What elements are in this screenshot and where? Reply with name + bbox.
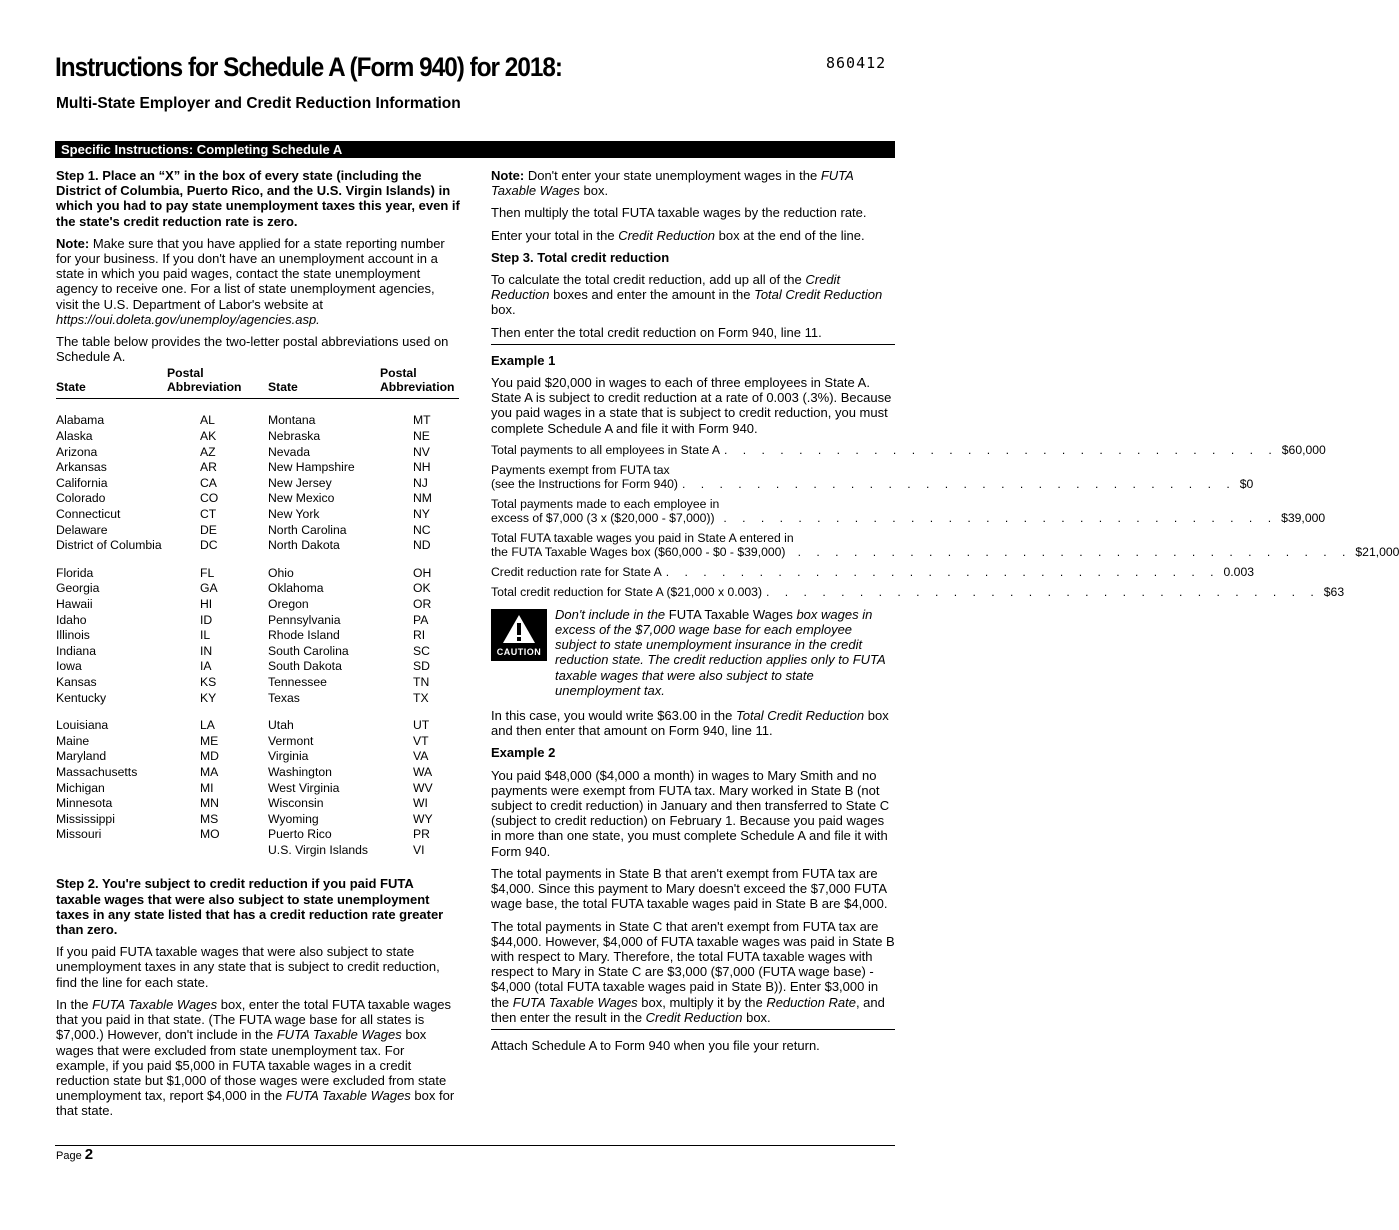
state-row xyxy=(56,691,459,707)
note-label: Note: xyxy=(56,235,90,251)
state-row xyxy=(56,734,459,750)
state-name: Oklahoma xyxy=(268,581,324,596)
state-abbreviation: AZ xyxy=(200,444,216,459)
state-abbreviation: WI xyxy=(413,796,428,811)
state-row xyxy=(56,523,459,539)
paragraph-if-paid: If you paid FUTA taxable wages that were also subject to state unemployment taxes in any state that is subject to credit reduction, find the line for each state. xyxy=(56,944,440,990)
state-abbreviation: MO xyxy=(200,827,220,842)
calculation-row xyxy=(491,462,1254,491)
state-row xyxy=(56,659,459,675)
dot-leader: . . . . . . . . . . . . . . . . . . . . . . . . . . . . . . xyxy=(797,544,1352,559)
state-name: Idaho xyxy=(56,612,87,627)
state-abbreviation-table xyxy=(56,366,459,858)
state-name: Wyoming xyxy=(268,811,319,826)
page-label: Page xyxy=(56,1150,82,1162)
calculation-list xyxy=(491,442,1399,599)
state-row xyxy=(56,399,459,429)
state-name: Wisconsin xyxy=(268,796,324,811)
col-header-state: State xyxy=(56,366,167,399)
state-name: Kentucky xyxy=(56,690,107,705)
state-abbreviation: CT xyxy=(200,507,217,521)
state-abbreviation: HI xyxy=(200,596,213,611)
calculation-label-line: Total payments made to each employee in xyxy=(491,496,720,511)
italic-term: FUTA Taxable Wages xyxy=(276,1027,402,1043)
state-abbreviation: AK xyxy=(200,429,217,444)
caution-icon xyxy=(491,609,547,661)
example-1-text: You paid $20,000 in wages to each of three employees in State A. State A is subject to credit reduction at a rate of 0.003 (.3%). Because you paid wages in a state that is subject to credit reduction, you must complete Schedule A and file it with Form 940. xyxy=(491,375,892,436)
state-row xyxy=(56,460,459,476)
state-abbreviation: AR xyxy=(200,460,217,475)
state-row xyxy=(56,476,459,492)
state-name: New Hampshire xyxy=(268,460,355,475)
document-title: Instructions for Schedule A (Form 940) for 2018: xyxy=(55,52,562,82)
state-name: Utah xyxy=(268,718,294,733)
state-row xyxy=(56,628,459,644)
paragraph-step-3-then: Then enter the total credit reduction on Form 940, line 11. xyxy=(491,324,822,340)
text-fragment: boxes and enter the amount in the xyxy=(549,287,755,303)
divider xyxy=(491,1029,895,1030)
example-2-paragraph-3 xyxy=(491,919,895,1025)
calculation-label-line: excess of $7,000 (3 x ($20,000 - $7,000)) xyxy=(491,510,715,525)
text-fragment: Enter your total in the xyxy=(491,227,619,243)
state-name: West Virginia xyxy=(268,780,340,795)
dot-leader: . . . . . . . . . . . . . . . . . . . . . . . . . . . . . . xyxy=(766,584,1320,599)
state-row xyxy=(56,581,459,597)
state-abbreviation: TN xyxy=(413,674,430,689)
text-fragment: Don't enter your state unemployment wages in the xyxy=(524,168,821,183)
form-code: 860412 xyxy=(826,54,887,72)
text-fragment: box, multiply it by the xyxy=(637,994,767,1010)
text-fragment: , and then enter the result in the xyxy=(491,994,885,1025)
state-abbreviation: NJ xyxy=(413,475,428,490)
state-abbreviation: NC xyxy=(413,522,431,537)
calculation-label xyxy=(491,497,719,525)
state-name: Mississippi xyxy=(56,811,115,826)
state-name: Illinois xyxy=(56,628,90,643)
state-name: Missouri xyxy=(56,827,102,842)
text-fragment: box wages in excess of the $7,000 wage base for each employee subject to state unemployment insurance in the credit reduction state. The credit reduction applies only to FUTA taxable wages that were also subject to state unemployment tax. xyxy=(555,606,886,698)
col-header-postal-2-line2: Abbreviation xyxy=(380,380,455,395)
caution-text xyxy=(555,607,895,698)
state-abbreviation: KS xyxy=(200,674,217,689)
state-abbreviation: IL xyxy=(200,628,211,643)
state-row xyxy=(56,781,459,797)
calculation-label-line: the FUTA Taxable Wages box ($60,000 - $0 - $39,000) xyxy=(491,544,786,559)
state-abbreviation: NE xyxy=(413,429,430,444)
state-abbreviation: MA xyxy=(200,764,219,779)
state-row xyxy=(56,843,459,859)
state-row xyxy=(56,445,459,461)
state-abbreviation: OK xyxy=(413,581,431,596)
state-abbreviation: WA xyxy=(413,764,433,779)
state-table-body xyxy=(56,399,459,859)
text-fragment: Don't include in the xyxy=(555,606,669,622)
state-row xyxy=(56,812,459,828)
state-abbreviation: NY xyxy=(413,507,430,521)
calculation-label-line: Credit reduction rate for State A xyxy=(491,564,662,579)
italic-term: Credit Reduction xyxy=(618,227,716,243)
calculation-label-line: Total payments to all employees in State A xyxy=(491,442,720,457)
state-abbreviation: AL xyxy=(200,413,215,428)
state-name: Tennessee xyxy=(268,674,327,689)
text-fragment: box for that state. xyxy=(56,1088,455,1119)
state-abbreviation: PR xyxy=(413,827,430,842)
step-2-heading: Step 2. You're subject to credit reduction if you paid FUTA taxable wages that were also subject to state unemployment taxes in any state listed that has a credit reduction rate greater than zero. xyxy=(56,876,444,938)
state-name: U.S. Virgin Islands xyxy=(268,842,369,857)
step-1-heading: Step 1. Place an “X” in the box of every state (including the District of Columbia, Puerto Rico, and the U.S. Virgin Islands) in which you had to pay state unemployment taxes this year, even if the state's credit reduction rate is zero. xyxy=(56,168,460,229)
calculation-label-line: Total credit reduction for State A ($21,000 x 0.003) xyxy=(491,584,762,599)
italic-term: FUTA Taxable Wages xyxy=(92,996,218,1012)
state-abbreviation: OR xyxy=(413,596,432,611)
paragraph-futa-taxable-wages xyxy=(56,997,460,1119)
state-abbreviation: SD xyxy=(413,659,430,674)
col-header-postal-line1: Postal xyxy=(167,366,204,381)
state-name: Nebraska xyxy=(268,429,321,444)
text-fragment: In this case, you would write $63.00 in the xyxy=(491,708,736,724)
state-abbreviation: MS xyxy=(200,811,219,826)
italic-term: Total Credit Reduction xyxy=(754,287,883,303)
calculation-value: $21,000 xyxy=(1355,544,1399,559)
state-abbreviation: CA xyxy=(200,475,217,490)
state-name: Montana xyxy=(268,413,316,428)
agencies-url-link[interactable]: https://oui.doleta.gov/unemploy/agencies.asp. xyxy=(56,311,320,327)
example-2-paragraph-2: The total payments in State B that aren't exempt from FUTA tax are $4,000. Since this payment to Mary doesn't exceed the $7,000 FUTA wage base, the total FUTA taxable wages paid in State B are $4,000. xyxy=(491,865,888,912)
calculation-value: $39,000 xyxy=(1281,510,1326,525)
document-subtitle: Multi-State Employer and Credit Reduction Information xyxy=(56,95,461,112)
col-header-postal-2 xyxy=(380,366,459,399)
state-abbreviation: IN xyxy=(200,643,213,658)
state-abbreviation: VA xyxy=(413,749,429,764)
calculation-row xyxy=(491,584,1345,599)
italic-term: Credit Reduction xyxy=(491,272,841,303)
col-header-postal-2-line1: Postal xyxy=(380,366,417,381)
state-name: Kansas xyxy=(56,674,97,689)
state-name: Georgia xyxy=(56,581,100,596)
state-name: Maryland xyxy=(56,749,107,764)
state-name: Colorado xyxy=(56,491,106,506)
state-name: New York xyxy=(268,507,320,521)
text-fragment: box at the end of the line. xyxy=(715,227,865,243)
state-name: Arizona xyxy=(56,444,98,459)
state-row xyxy=(56,675,459,691)
state-name: Massachusetts xyxy=(56,764,138,779)
state-name: District of Columbia xyxy=(56,538,162,553)
example-1-heading: Example 1 xyxy=(491,352,556,368)
state-name: Arkansas xyxy=(56,460,107,475)
state-name: Rhode Island xyxy=(268,628,340,643)
italic-term: Reduction Rate xyxy=(766,994,856,1010)
calculation-value: 0.003 xyxy=(1223,564,1254,579)
text-fragment: box and then enter that amount on Form 940, line 11. xyxy=(491,708,889,739)
state-abbreviation: LA xyxy=(200,718,215,733)
state-abbreviation: ID xyxy=(200,612,213,627)
italic-term: FUTA Taxable Wages xyxy=(491,168,854,199)
state-abbreviation: MT xyxy=(413,413,431,428)
state-row xyxy=(56,613,459,629)
text-fragment: box wages that were excluded from state unemployment tax. For example, if you paid $5,000 in FUTA taxable wages in a credit reduction state but $1,000 of those wages were excluded from state unemployment tax, report $4,000 in the xyxy=(56,1027,447,1104)
state-row xyxy=(56,429,459,445)
state-row xyxy=(56,796,459,812)
state-abbreviation: NM xyxy=(413,491,432,506)
col-header-state-2: State xyxy=(268,366,380,399)
state-name: Oregon xyxy=(268,596,309,611)
calculation-label-line: Payments exempt from FUTA tax xyxy=(491,462,670,477)
step-3-heading: Step 3. Total credit reduction xyxy=(491,249,670,265)
dot-leader: . . . . . . . . . . . . . . . . . . . . . . . . . . . . . . xyxy=(665,564,1220,579)
state-name: Michigan xyxy=(56,780,105,795)
state-name: Hawaii xyxy=(56,596,93,611)
dot-leader: . . . . . . . . . . . . . . . . . . . . . . . . . . . . . . xyxy=(723,510,1278,525)
state-name: California xyxy=(56,475,108,490)
state-name: Maine xyxy=(56,733,90,748)
note-text: Make sure that you have applied for a state reporting number for your business. If you don't have an unemployment account in a state in which you paid wages, contact the state unemployment agency to receive one. For a list of state unemployment agencies, visit the U.S. Department of Labor's website at xyxy=(56,235,445,312)
state-row xyxy=(56,765,459,781)
state-abbreviation: ND xyxy=(413,538,431,553)
calculation-row xyxy=(491,442,1326,457)
state-abbreviation: FL xyxy=(200,565,215,580)
text-fragment: box. xyxy=(579,183,609,199)
calculation-label-line: Total FUTA taxable wages you paid in State A entered in xyxy=(491,530,794,545)
paragraph-in-this-case xyxy=(491,708,895,738)
col-header-postal-line2: Abbreviation xyxy=(167,380,242,395)
state-abbreviation: DC xyxy=(200,538,218,553)
left-column xyxy=(56,168,460,1126)
state-name: Puerto Rico xyxy=(268,827,332,842)
state-name: Nevada xyxy=(268,444,311,459)
state-name: Ohio xyxy=(268,565,294,580)
note-label: Note: xyxy=(491,168,525,183)
section-heading-bar: Specific Instructions: Completing Schedule A xyxy=(55,141,895,158)
state-name: North Carolina xyxy=(268,522,347,537)
italic-term: FUTA Taxable Wages xyxy=(512,994,638,1010)
state-name: New Jersey xyxy=(268,475,332,490)
state-abbreviation: NH xyxy=(413,460,431,475)
state-abbreviation: MN xyxy=(200,796,219,811)
state-abbreviation: OH xyxy=(413,565,432,580)
state-abbreviation xyxy=(167,843,268,859)
caution-box xyxy=(491,607,895,698)
state-name: Alabama xyxy=(56,413,105,428)
state-name: Minnesota xyxy=(56,796,113,811)
paragraph-enter-total xyxy=(491,228,895,243)
state-row xyxy=(56,538,459,554)
normal-term: FUTA Taxable Wages xyxy=(668,606,793,622)
state-abbreviation: MD xyxy=(200,749,219,764)
state-abbreviation: WY xyxy=(413,811,433,826)
calculation-value: $60,000 xyxy=(1281,442,1326,457)
state-name: Alaska xyxy=(56,429,93,444)
divider xyxy=(491,344,895,345)
page-number-value: 2 xyxy=(84,1146,94,1163)
state-name: Virginia xyxy=(268,749,309,764)
state-abbreviation: SC xyxy=(413,643,430,658)
calculation-label xyxy=(491,585,762,599)
calculation-row xyxy=(491,530,1399,559)
note-state-reporting xyxy=(56,236,460,327)
state-abbreviation: VT xyxy=(413,733,429,748)
calculation-row xyxy=(491,496,1326,525)
text-fragment: box. xyxy=(742,1009,771,1025)
state-name: Texas xyxy=(268,690,300,705)
state-abbreviation: ME xyxy=(200,733,219,748)
paragraph-multiply: Then multiply the total FUTA taxable wages by the reduction rate. xyxy=(491,205,867,221)
text-fragment: To calculate the total credit reduction, add up all of the xyxy=(491,272,806,288)
calculation-value: $63 xyxy=(1323,584,1345,599)
state-row xyxy=(56,491,459,507)
state-name: South Dakota xyxy=(268,659,342,674)
state-abbreviation: UT xyxy=(413,718,430,733)
italic-term: FUTA Taxable Wages xyxy=(285,1088,411,1104)
state-name: North Dakota xyxy=(268,538,340,553)
state-name: Connecticut xyxy=(56,507,121,521)
state-abbreviation: DE xyxy=(200,522,217,537)
table-header-row xyxy=(56,366,459,399)
text-fragment: box, enter the total FUTA taxable wages that you paid in that state. (The FUTA wage base for all states is $7,000.) However, don't include in the xyxy=(56,996,452,1043)
state-name: Louisiana xyxy=(56,718,109,733)
state-name: Iowa xyxy=(56,659,82,674)
calculation-label xyxy=(491,443,720,457)
text-fragment: The total payments in State C that aren't exempt from FUTA tax are $44,000. However, $4,000 of FUTA taxable wages was paid in State B with respect to Mary. Therefore, the total FUTA taxable wages with respect to Mary in State C are $3,000 ($7,000 (FUTA wage base) - $4,000 (total FUTA taxable wages paid in State B)). Enter $3,000 in the xyxy=(491,918,895,1010)
state-row xyxy=(56,749,459,765)
state-row xyxy=(56,507,459,523)
state-abbreviation: TX xyxy=(413,690,429,705)
table-intro: The table below provides the two-letter postal abbreviations used on Schedule A. xyxy=(56,334,449,365)
footer-divider xyxy=(55,1145,895,1146)
caution-label: CAUTION xyxy=(496,646,542,657)
italic-term: Total Credit Reduction xyxy=(735,708,865,724)
attach-instruction: Attach Schedule A to Form 940 when you file your return. xyxy=(491,1037,820,1053)
state-abbreviation: IA xyxy=(200,659,212,674)
state-name: Vermont xyxy=(268,733,314,748)
state-abbreviation: PA xyxy=(413,612,429,627)
calculation-row xyxy=(491,564,1254,579)
text-fragment: box. xyxy=(491,302,516,318)
state-abbreviation: KY xyxy=(200,690,217,705)
state-name: Washington xyxy=(268,764,332,779)
state-abbreviation: GA xyxy=(200,581,218,596)
state-abbreviation: RI xyxy=(413,628,426,643)
calculation-label xyxy=(491,531,794,559)
calculation-label xyxy=(491,463,678,491)
example-2-heading: Example 2 xyxy=(491,745,556,761)
state-name: South Carolina xyxy=(268,643,349,658)
paragraph-step-3 xyxy=(491,272,895,318)
page-number xyxy=(56,1146,93,1163)
state-name: Delaware xyxy=(56,522,108,537)
calculation-label xyxy=(491,565,662,579)
state-abbreviation: VI xyxy=(413,842,425,857)
state-name: Florida xyxy=(56,565,94,580)
state-abbreviation: NV xyxy=(413,444,430,459)
state-name: New Mexico xyxy=(268,491,335,506)
state-abbreviation: WV xyxy=(413,780,433,795)
col-header-postal xyxy=(167,366,268,399)
right-column xyxy=(491,168,1399,1060)
state-row xyxy=(56,554,459,582)
dot-leader: . . . . . . . . . . . . . . . . . . . . . . . . . . . . . . xyxy=(723,442,1278,457)
calculation-value: $0 xyxy=(1239,476,1254,491)
state-name: Indiana xyxy=(56,643,96,658)
example-2-paragraph-1: You paid $48,000 ($4,000 a month) in wages to Mary Smith and no payments were exempt from FUTA tax. Mary worked in State B (not subject to credit reduction) in January and then transferred to State C (subject to credit reduction) on February 1. Because you paid wages in more than one state, you must complete Schedule A and file it with Form 940. xyxy=(491,767,890,859)
warning-triangle-icon xyxy=(502,614,536,644)
italic-term: Credit Reduction xyxy=(645,1009,743,1025)
state-name xyxy=(56,843,167,859)
calculation-label-line: (see the Instructions for Form 940) xyxy=(491,476,678,491)
note-state-wages xyxy=(491,168,895,198)
state-abbreviation: MI xyxy=(200,780,214,795)
dot-leader: . . . . . . . . . . . . . . . . . . . . . . . . . . . . . . xyxy=(681,476,1236,491)
state-row xyxy=(56,644,459,660)
state-row xyxy=(56,827,459,843)
state-name: Pennsylvania xyxy=(268,612,341,627)
state-row xyxy=(56,597,459,613)
state-row xyxy=(56,706,459,734)
text-fragment: In the xyxy=(56,996,93,1012)
state-abbreviation: CO xyxy=(200,491,219,506)
